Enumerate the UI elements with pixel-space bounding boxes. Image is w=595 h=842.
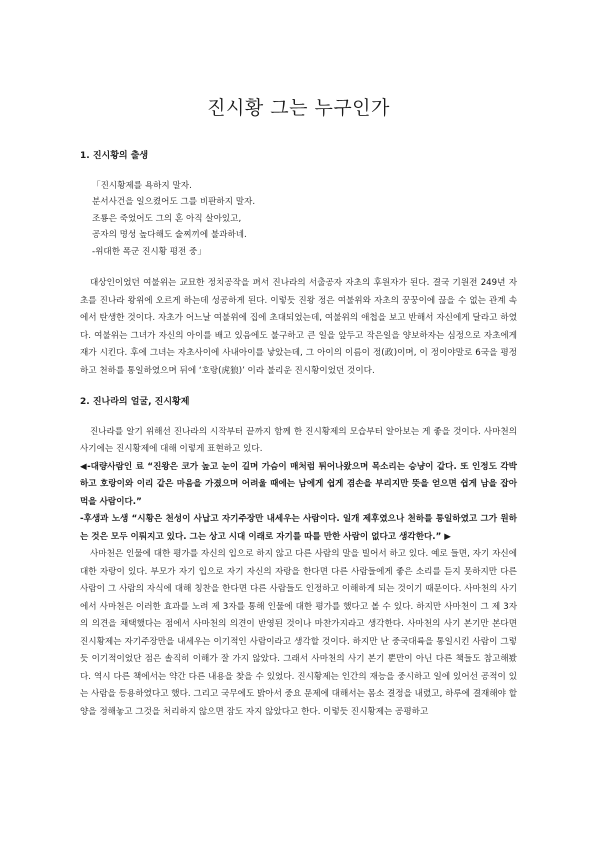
section-heading-face: 2. 진나라의 얼굴, 진시황제: [80, 397, 190, 407]
section-heading-birth: 1. 진시황의 출생: [80, 151, 149, 161]
poem-line: 공자의 명성 높다해도 술찌끼에 불과하네.: [92, 230, 247, 240]
quote-liao: ◀-대량사람인 료 “진왕은 코가 높고 눈이 길며 가슴이 매처럼 튀어나왔으며 목소리는 승냥이 같다. 또 인정도 각박하고 호랑이와 이리 같은 마음을 가졌으며 어려울 때에는 남에게 쉽게 겸손을 부리지만 뜻을 얻으면 쉽게 남을 잡아먹을 사람이다.”: [80, 461, 517, 507]
poem-block: [92, 178, 517, 261]
intro-paragraph: 진나라를 알기 위해선 진나라의 시작부터 끝까지 함께 한 진시황제의 모습부터 알아보는 게 좋을 것이다. 사마천의 사기에는 진시황제에 대해 이렇게 표현하고 있다.: [80, 426, 517, 454]
document-title: 진시황 그는 누구인가: [207, 97, 390, 119]
poem-line: -위대한 폭군 진시황 평전 중」: [92, 246, 206, 257]
poem-line: 분서사건을 일으켰어도 그를 비판하지 말자.: [92, 197, 256, 207]
poem-line: 「진시황제를 욕하지 말자.: [92, 180, 192, 191]
quote-housheng-lusheng: -후생과 노생 “시황은 천성이 사납고 자기주장만 내세우는 사람이다. 일개 제후였으나 천하를 통일하였고 그가 원하는 것은 모두 이뤄지고 있다. 그는 상고 시대 이래로 자기를 따를 만한 사람이 없다고 생각한다.” ▶: [80, 514, 517, 542]
poem-line: 조룡은 죽었어도 그의 혼 아직 살아있고,: [92, 213, 242, 224]
analysis-paragraph: 사마천은 인물에 대한 평가를 자신의 입으로 하지 않고 다른 사람의 말을 빌어서 하고 있다. 예로 들면, 자기 자신에 대한 자랑이 있다. 부모가 자기 입으로 자기 자신의 자랑을 한다면 다른 사람들에게 좋은 소리를 듣지 못하지만 다른 사람이 그 사람의 자식에 대해 칭찬을 한다면 다른 사람들도 인정하고 이해하게 되는 것이기 때문이다. 사마천의 사기에서 사마천은 이러한 효과를 노려 제 3자를 통해 인물에 대한 평가를 했다고 볼 수 있다. 하지만 사마천이 그 제 3자의 의견을 채택했다는 점에서 사마천의 의견이 반영된 것이나 마찬가지라고 생각한다. 사마천의 사기 본기만 본다면 진시황제는 자기주장만을 내세우는 이기적인 사람이라고 생각할 것이다. 하지만 난 중국대륙을 통일시킨 사람이 그렇듯 이기적이었단 점은 솔직히 이해가 잘 가지 않았다. 그래서 사마천의 사기 본기 뿐만이 아닌 다른 책들도 참고해봤다. 역시 다른 책에서는 약간 다른 내용을 찾을 수 있었다. 진시황제는 인간의 재능을 중시하고 일에 있어선 공적이 있는 사람을 등용하였다고 했다. 그리고 국무에도 밝아서 중요 문제에 대해서는 몸소 결정을 내렸고, 하루에 결재해야 할양을 정해놓고 그것을 처리하지 않으면 잠도 자지 않았다고 한다. 이렇듯 진시황제는 공평하고: [80, 549, 517, 717]
birth-paragraph: 대상인이었던 여불위는 교묘한 정치공작을 펴서 진나라의 서출공자 자초의 후원자가 된다. 결국 기원전 249년 자초를 진나라 왕위에 오르게 하는데 성공하게 된다. 이렇듯 진왕 정은 여불위와 자초의 꿍꿍이에 끊을 수 없는 관계 속에서 탄생한 것이다. 자초가 어느날 여불위에 집에 초대되었는데, 여불위의 애첩을 보고 반해서 자신에게 달라고 하였다. 여불위는 그녀가 자신의 아이를 배고 있음에도 불구하고 큰 일을 앞두고 작은일을 양보하자는 심정으로 자초에게 재가 시킨다. 후에 그녀는 자초사이에 사내아이를 낳았는데, 그 아이의 이름이 정(政)이며, 이 정이야말로 6국을 평정하고 천하를 통일하였으며 뒤에 ‘호랑(虎狼)’ 이라 불리운 진시황이었던 것이다.: [80, 278, 517, 376]
